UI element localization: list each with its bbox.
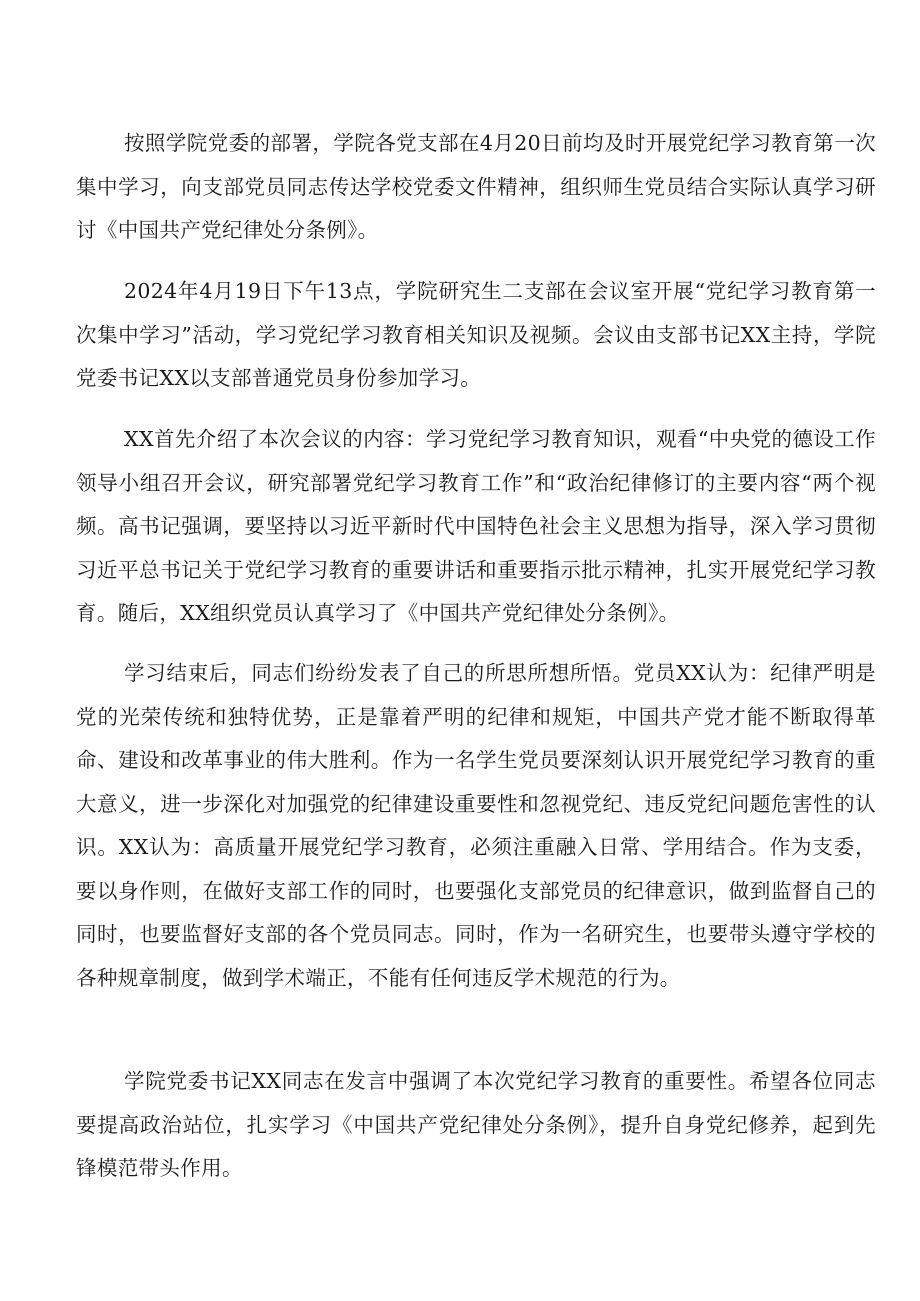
- paragraph-meeting-content: XX首先介绍了本次会议的内容：学习党纪学习教育知识，观看“中央党的德设工作领导小组召开会议，研究部署党纪学习教育工作”和“政治纪律修订的主要内容“两个视频。高书记强调，要坚持以习近平新时代中国特色社会主义思想为指导，深入学习贯彻习近平总书记关于党纪学习教育的重要讲话和重要指示批示精神，扎实开展党纪学习教育。随后，XX组织党员认真学习了《中国共产党纪律处分条例》。: [76, 427, 876, 625]
- paragraph-secretary-remarks: 学院党委书记XX同志在发言中强调了本次党纪学习教育的重要性。希望各位同志要提高政治站位，扎实学习《中国共产党纪律处分条例》，提升自身党纪修养，起到先锋模范带头作用。: [76, 1069, 876, 1180]
- paragraph-member-reflections: 学习结束后，同志们纷纷发表了自己的所思所想所悟。党员XX认为：纪律严明是党的光荣传统和独特优势，正是靠着严明的纪律和规矩，中国共产党才能不断取得革命、建设和改革事业的伟大胜利。作为一名学生党员要深刻认识开展党纪学习教育的重大意义，进一步深化对加强党的纪律建设重要性和忽视党纪、违反党纪问题危害性的认识。XX认为：高质量开展党纪学习教育，必须注重融入日常、学用结合。作为支委，要以身作则，在做好支部工作的同时，也要强化支部党员的纪律意识，做到监督自己的同时，也要监督好支部的各个党员同志。同时，作为一名研究生，也要带头遵守学校的各种规章制度，做到学术端正，不能有任何违反学术规范的行为。: [76, 661, 876, 990]
- paragraph-meeting-details: 2024年4月19日下午13点，学院研究生二支部在会议室开展“党纪学习教育第一次集中学习”活动，学习党纪学习教育相关知识及视频。会议由支部书记XX主持，学院党委书记XX以支部普通党员身份参加学习。: [76, 279, 876, 390]
- paragraph-branch-study-overview: 按照学院党委的部署，学院各党支部在4月20日前均及时开展党纪学习教育第一次集中学习，向支部党员同志传达学校党委文件精神，组织师生党员结合实际认真学习研讨《中国共产党纪律处分条例》。: [76, 131, 876, 242]
